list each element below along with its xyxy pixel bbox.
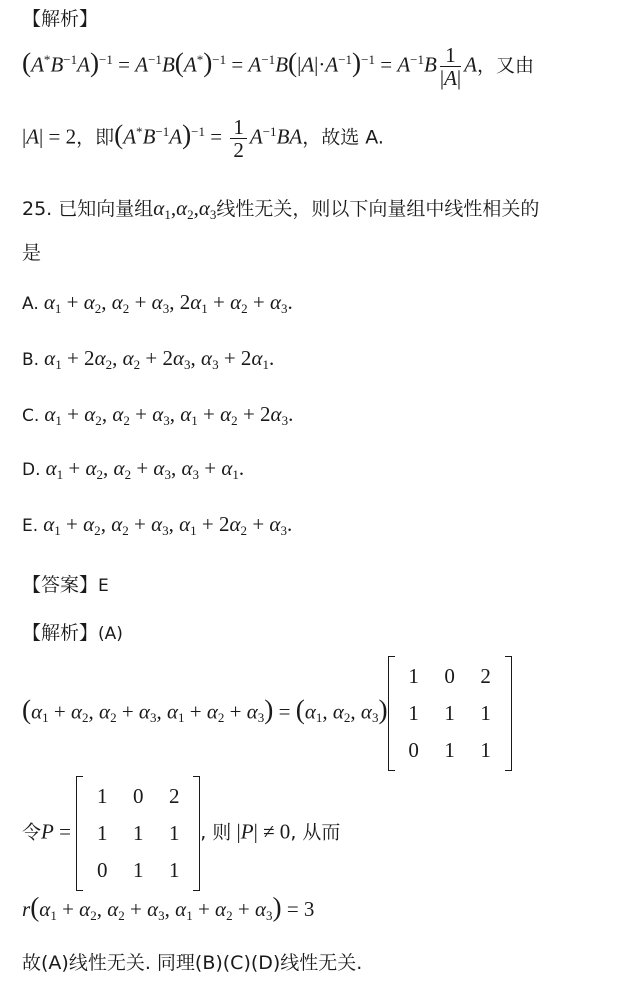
option-b-label: B.	[22, 350, 40, 370]
question-number: 25.	[22, 198, 53, 220]
line1-tail-text: ，又由	[476, 54, 534, 77]
option-a-label: A.	[22, 294, 39, 314]
option-b: B. $\alpha_1 + 2\alpha_2$, $\alpha_2 + 2\alpha_3$, $\alpha_3 + 2\alpha_1$.	[22, 346, 275, 372]
rank-value: 3	[303, 897, 315, 921]
then-text: , 则	[200, 821, 232, 844]
option-a: A. $\alpha_1 + \alpha_2$, $\alpha_2 + \alpha_3$, $2\alpha_1 + \alpha_2 + \alpha_3$.	[22, 290, 293, 316]
rank-line: $r(\alpha_1 + \alpha_2$, $\alpha_2 + \alpha_3$, $\alpha_1 + \alpha_2 + \alpha_3) = 3$	[22, 892, 315, 923]
question-stem-b: 线性无关，则以下向量组中线性相关的	[216, 198, 540, 220]
question-stem-c: 是	[22, 242, 42, 264]
line2-tail-text: ，故选 A.	[302, 126, 384, 149]
line2-mid-text: ，即	[76, 126, 115, 149]
option-d-label: D.	[22, 460, 41, 480]
conclusion: 故(A)线性无关. 同理(B)(C)(D)线性无关.	[22, 952, 363, 974]
formula-line-2: |A| = 2，即$(A^*B^{-1}A)^{-1}$ = $\frac{1}{2}$ $A^{-1}BA$，故选 A.	[22, 115, 384, 163]
analysis2-heading: 【解析】	[22, 622, 99, 644]
option-e-label: E.	[22, 516, 39, 536]
answer-value: E	[98, 576, 109, 596]
analysis2-line	[22, 618, 123, 645]
answer-heading: 【答案】	[22, 574, 99, 596]
option-e: E. $\alpha_1 + \alpha_2$, $\alpha_2 + \alpha_3$, $\alpha_1 + 2\alpha_2 + \alpha_3$.	[22, 512, 293, 538]
analysis2-tag: (A)	[98, 624, 123, 644]
option-c: C. $\alpha_1 + \alpha_2$, $\alpha_2 + \alpha_3$, $\alpha_1 + \alpha_2 + 2\alpha_3$.	[22, 402, 294, 428]
let-text: 令	[22, 821, 42, 844]
let-p-line: 令P = 1 0 2 1 1 1 0 1 1 , 则 |P| ≠ 0, 从而	[22, 776, 340, 891]
option-c-label: C.	[22, 406, 40, 426]
hence-text: , 从而	[290, 821, 341, 844]
option-d: D. $\alpha_1 + \alpha_2$, $\alpha_2 + \alpha_3$, $\alpha_3 + \alpha_1$.	[22, 456, 245, 482]
matrix-equation: ($\alpha_1 + \alpha_2$, $\alpha_2 + \alpha_3$, $\alpha_1 + \alpha_2 + \alpha_3) = (\alpha_1$, $\alpha_2$, $\alpha_3$) 1 0 2 1 1 1 0 1 1	[22, 656, 512, 771]
question-stem-a: 已知向量组	[58, 198, 154, 220]
answer-line	[22, 570, 109, 597]
formula-line-1: $(A^*B^{-1}A)^{-1} = A^{-1}B(A^*)^{-1} = A^{-1}B(|A|\cdot A^{-1})^{-1} = A^{-1}B$ $\frac{1}{|A|}$ A，又由	[22, 43, 534, 91]
analysis-heading: 【解析】	[22, 8, 99, 30]
coefficient-matrix: 1 0 2 1 1 1 0 1 1	[388, 656, 512, 771]
question-stem: 25. 已知向量组$\alpha_1,\alpha_2,\alpha_3$线性无关，则以下向量组中线性相关的	[22, 196, 540, 222]
matrix-p: 1 0 2 1 1 1 0 1 1	[76, 776, 200, 891]
